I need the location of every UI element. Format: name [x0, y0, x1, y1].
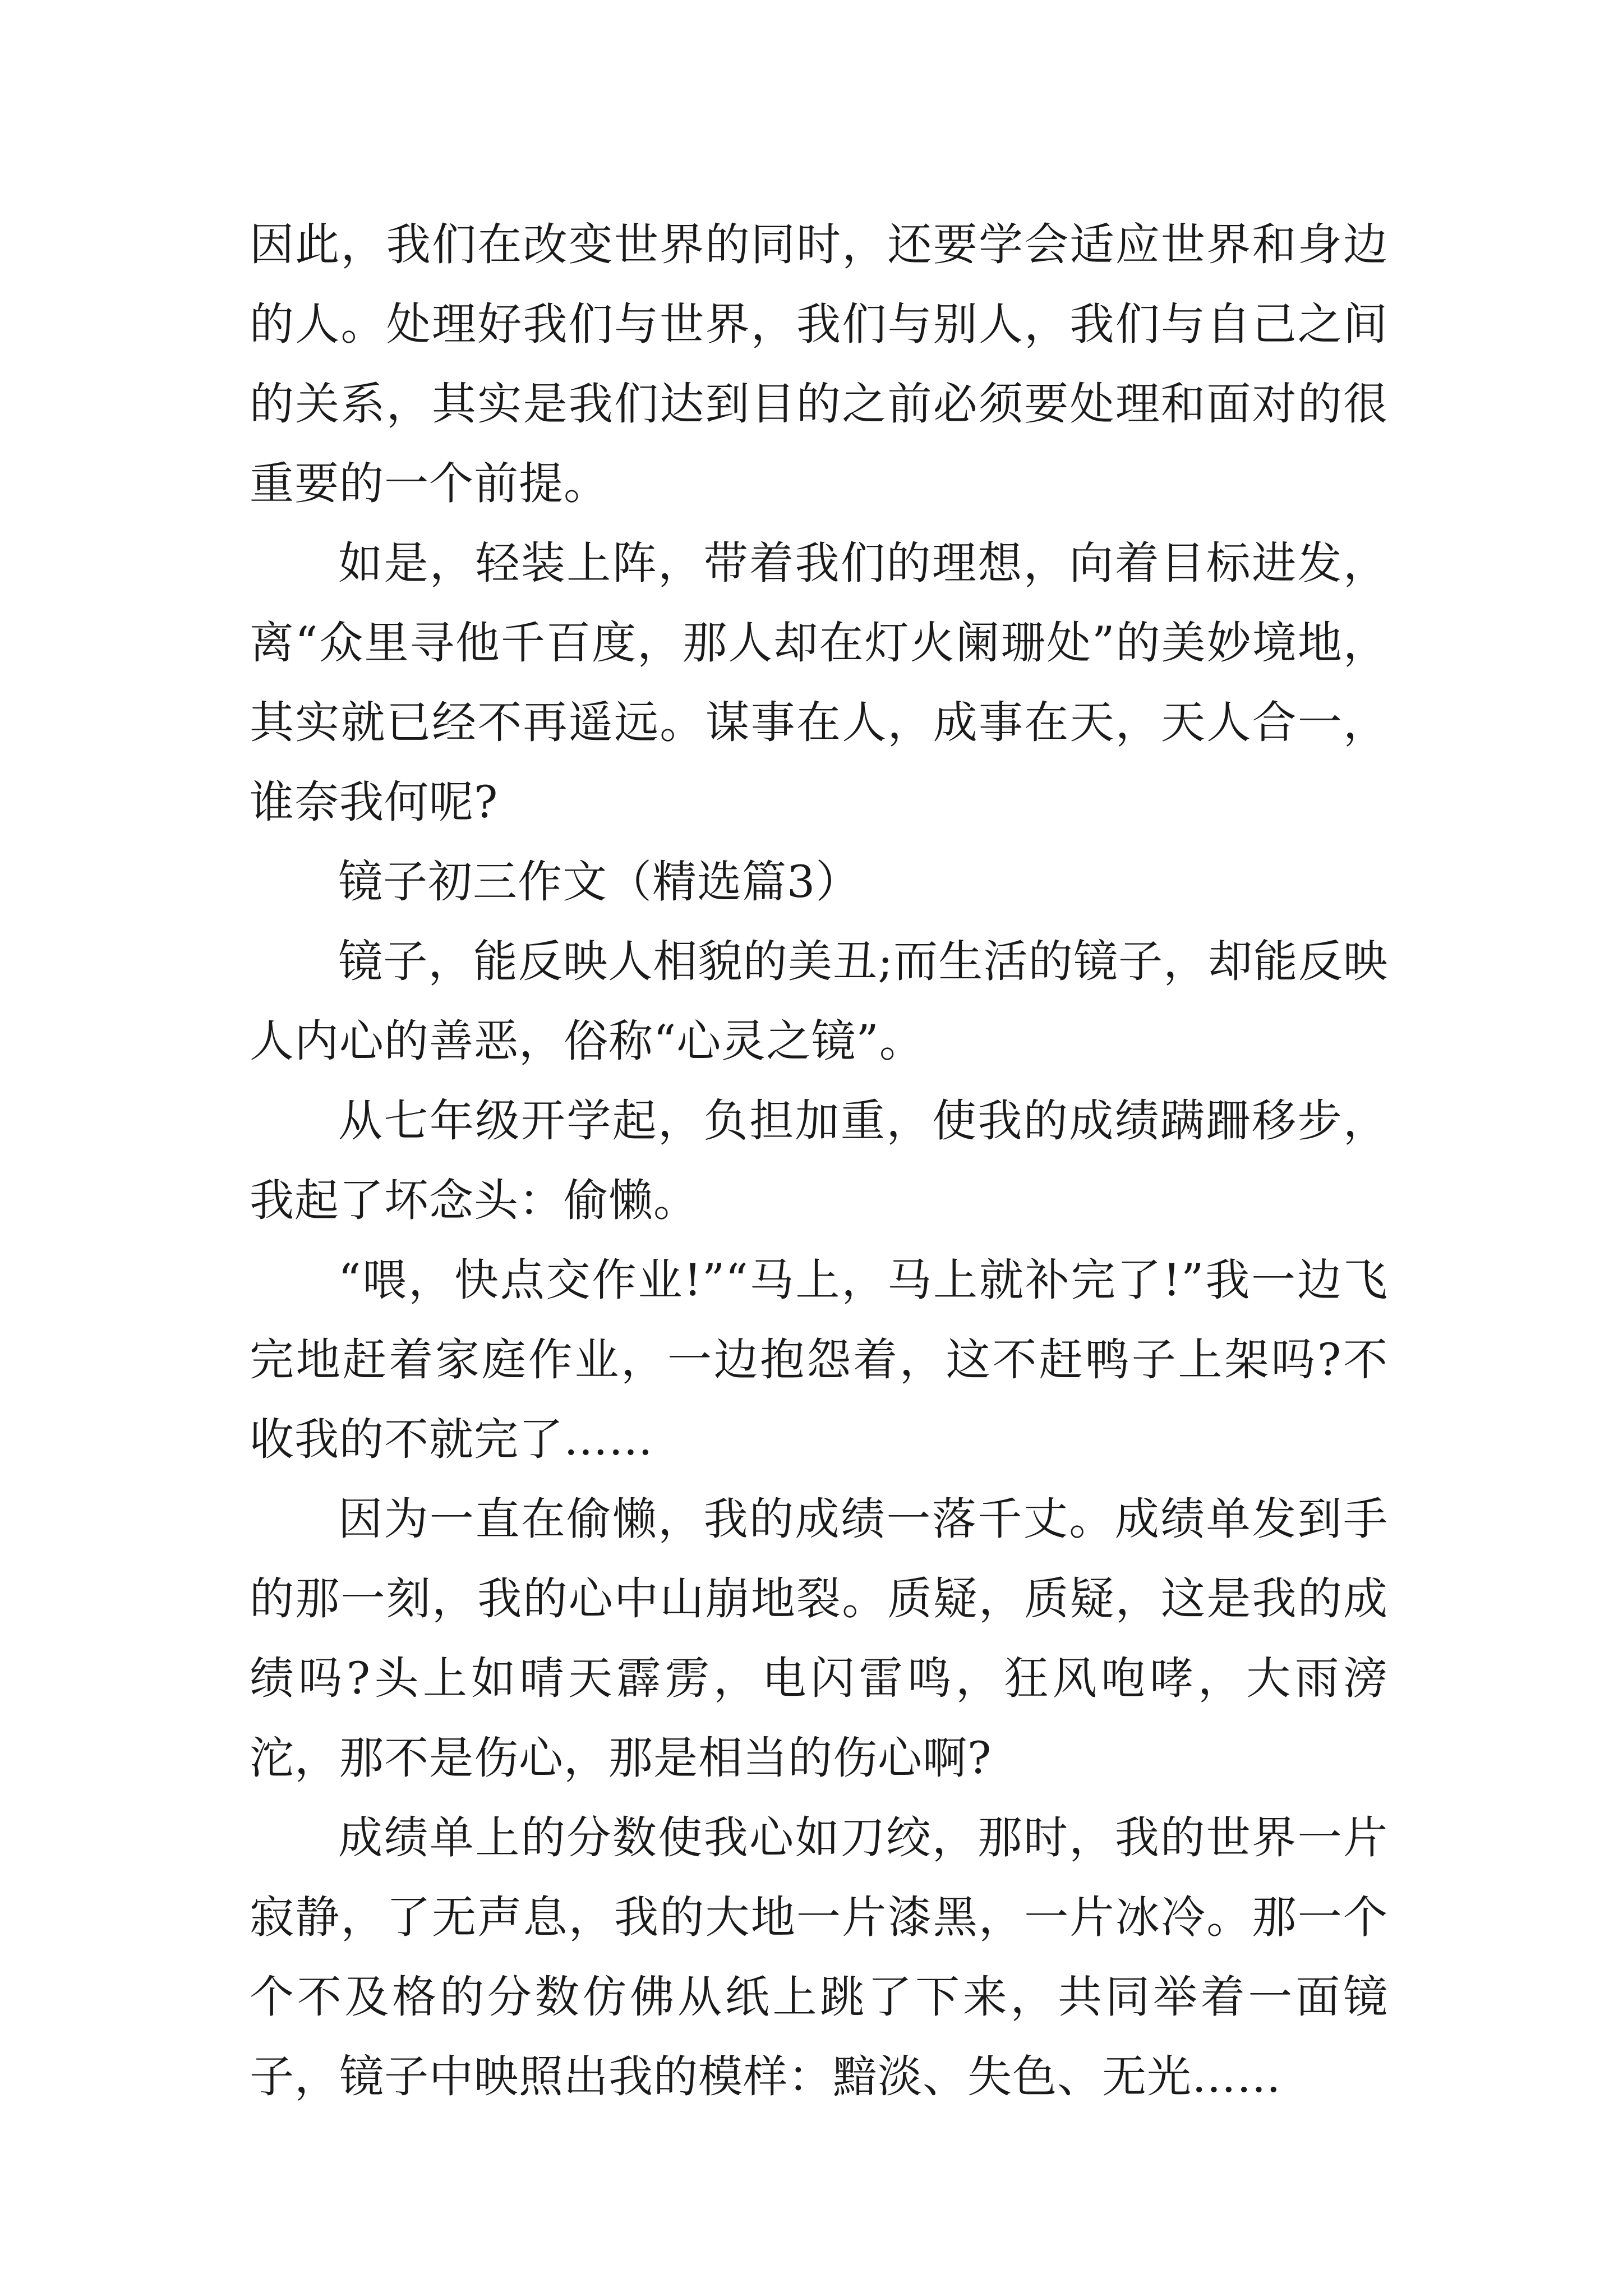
section-heading: 镜子初三作文（精选篇3）: [338, 856, 861, 908]
paragraph: “喂，快点交作业!”“马上，马上就补完了!”我一边飞完地赶着家庭作业，一边抱怨着，这不赶鸭子上架吗?不收我的不就完了……: [250, 1254, 1388, 1465]
paragraph: 如是，轻装上阵，带着我们的理想，向着目标进发，离“众里寻他千百度，那人却在灯火阑珊处”的美妙境地，其实就已经不再遥远。谋事在人，成事在天，天人合一，谁奈我何呢?: [250, 537, 1388, 828]
paragraph: 因为一直在偷懒，我的成绩一落千丈。成绩单发到手的那一刻，我的心中山崩地裂。质疑，质疑，这是我的成绩吗?头上如晴天霹雳，电闪雷鸣，狂风咆哮，大雨滂沱，那不是伤心，那是相当的伤心啊?: [250, 1493, 1388, 1784]
paragraph-continuation: 因此，我们在改变世界的同时，还要学会适应世界和身边的人。处理好我们与世界，我们与别人，我们与自己之间的关系，其实是我们达到目的之前必须要处理和面对的很重要的一个前提。: [250, 219, 1388, 509]
paragraph: 成绩单上的分数使我心如刀绞，那时，我的世界一片寂静，了无声息，我的大地一片漆黑，一片冰冷。那一个个不及格的分数仿佛从纸上跳了下来，共同举着一面镜子，镜子中映照出我的模样：黯淡、失色、无光……: [250, 1812, 1388, 2102]
paragraph: 镜子，能反映人相貌的美丑;而生活的镜子，却能反映人内心的善恶，俗称“心灵之镜”。: [250, 936, 1388, 1067]
paragraph: 从七年级开学起，负担加重，使我的成绩蹒跚移步，我起了坏念头：偷懒。: [250, 1095, 1388, 1226]
document-body: [250, 205, 1388, 2116]
